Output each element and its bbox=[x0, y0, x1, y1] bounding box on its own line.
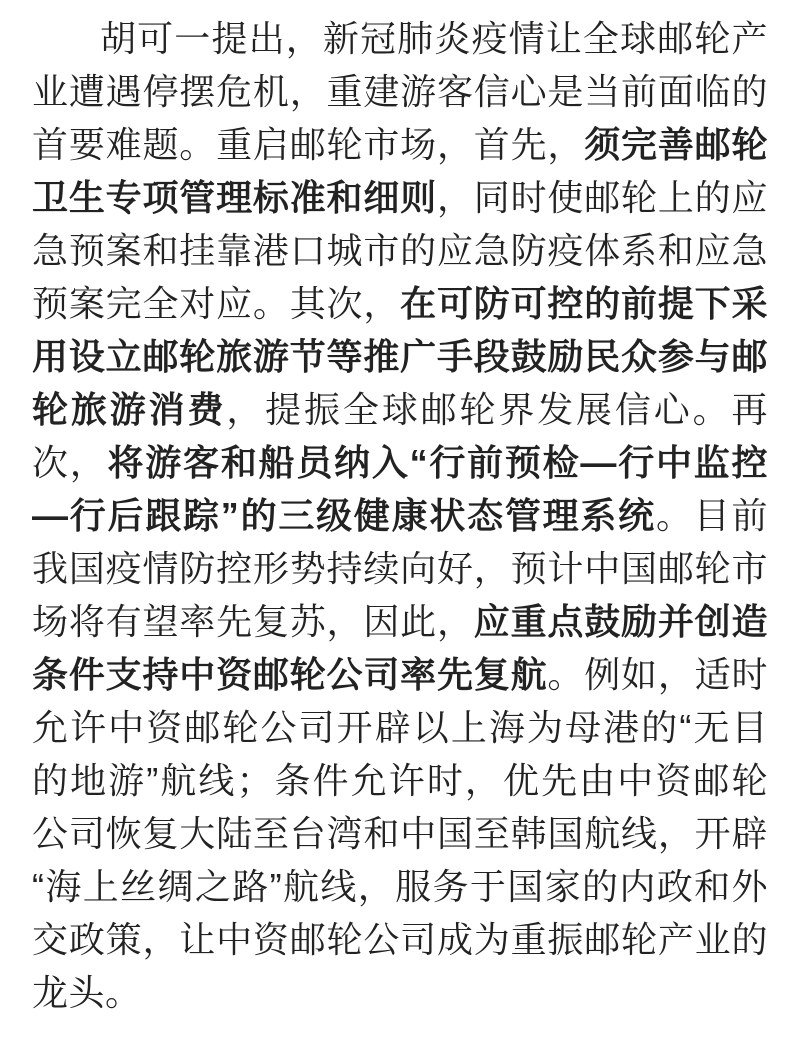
text-segment-bold: 在可防可控的前提下采用设立邮轮旅游节等推广手段鼓励民众参与邮轮旅游消费 bbox=[32, 283, 768, 430]
article-paragraph bbox=[32, 12, 768, 1019]
text-segment-bold: 须完善邮轮卫生专项管理标准和细则 bbox=[32, 124, 768, 218]
text-segment-bold: 将游客和船员纳入“行前预检—行中监控—行后跟踪”的三级健康状态管理系统 bbox=[32, 442, 768, 536]
text-segment: 胡可一提出，新冠肺炎疫情让全球邮轮产业遭遇停摆危机，重建游客信心是当前面临的首要难题。重启邮轮市场，首先， bbox=[32, 18, 768, 165]
text-segment: ，同时使邮轮上的应急预案和挂靠港口城市的应急防疫体系和应急预案完全对应。其次， bbox=[32, 177, 768, 324]
text-segment: ，提振全球邮轮界发展信心。再次， bbox=[32, 389, 768, 483]
text-segment: 。目前我国疫情防控形势持续向好，预计中国邮轮市场将有望率先复苏，因此， bbox=[32, 495, 768, 642]
text-segment: 。例如，适时允许中资邮轮公司开辟以上海为母港的“无目的地游”航线；条件允许时，优先由中资邮轮公司恢复大陆至台湾和中国至韩国航线，开辟“海上丝绸之路”航线，服务于国家的内政和外交政策，让中资邮轮公司成为重振邮轮产业的龙头。 bbox=[32, 654, 768, 1013]
text-segment-bold: 应重点鼓励并创造条件支持中资邮轮公司率先复航 bbox=[32, 601, 768, 695]
